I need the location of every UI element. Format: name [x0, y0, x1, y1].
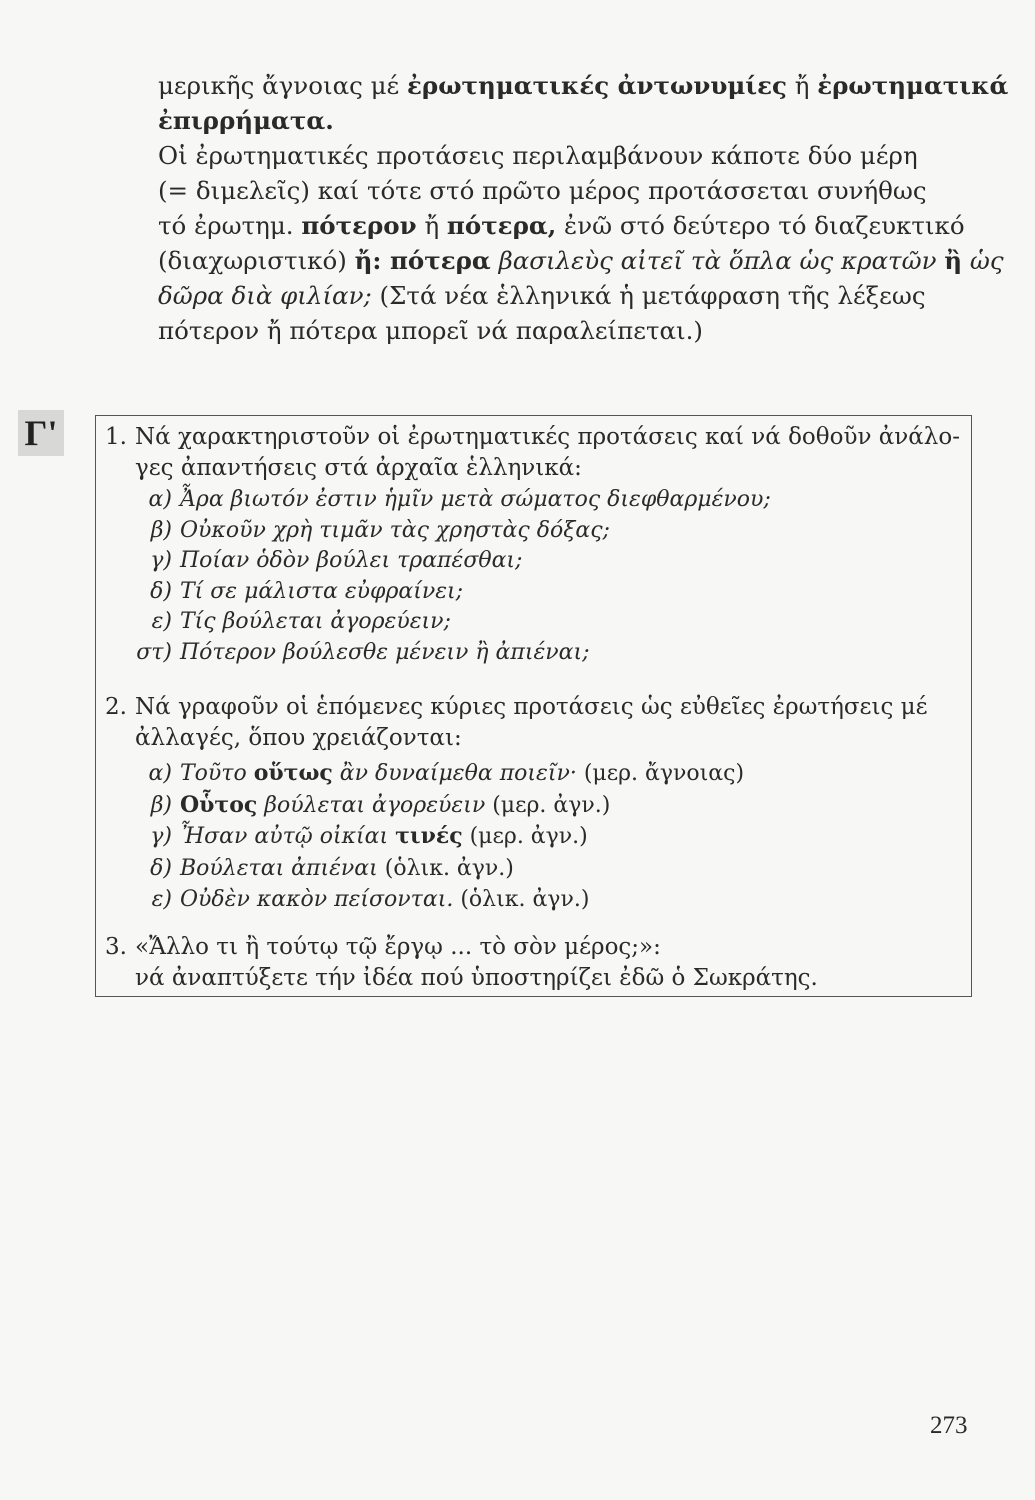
exercise-3-number: 3. [105, 934, 127, 960]
list-item: δ) Τί σε μάλιστα εὐφραίνει; [150, 578, 464, 604]
exercise-2 [105, 692, 928, 754]
intro-p2-line5: δῶρα διὰ φιλίαν; (Στά νέα ἑλληνικά ἡ μετάφραση τῆς λέξεως [158, 281, 926, 310]
exercise-1 [105, 422, 960, 484]
list-item: ε) Τίς βούλεται ἀγορεύειν; [151, 609, 451, 634]
section-marker: Γ' [18, 410, 64, 456]
intro-p2-line1: Οἱ ἐρωτηματικές προτάσεις περιλαμβάνουν κάποτε δύο μέρη [158, 141, 918, 170]
exercise-3-line2: νά ἀναπτύξετε τήν ἰδέα πού ὑποστηρίζει ἐδῶ ὁ Σωκράτης. [135, 965, 818, 991]
list-item: β) Οὗτος βούλεται ἀγορεύειν (μερ. ἀγν.) [150, 791, 611, 818]
list-item: α) Τοῦτο οὕτως ἂν δυναίμεθα ποιεῖν· (μερ. ἄγνοιας) [148, 760, 745, 786]
exercise-2-line2: ἀλλαγές, ὅπου χρειάζονται: [135, 725, 462, 751]
intro-paragraph-1 [158, 68, 1009, 138]
exercise-1-line1: Νά χαρακτηριστοῦν οἱ ἐρωτηματικές προτάσεις καί νά δοθοῦν ἀνάλο- [135, 424, 960, 450]
exercise-1-line2: γες ἀπαντήσεις στά ἀρχαῖα ἑλληνικά: [135, 455, 582, 481]
intro-p2-line4: (διαχωριστικό) ἤ: πότερα βασιλεὺς αἰτεῖ τὰ ὅπλα ὡς κρατῶν ἢ ὡς [158, 246, 1004, 275]
intro-p2-line2: (= διμελεῖς) καί τότε στό πρῶτο μέρος προτάσσεται συνήθως [158, 176, 927, 205]
list-item: δ) Βούλεται ἀπιέναι (ὁλικ. ἀγν.) [150, 855, 514, 881]
exercise-3-line1: «Ἄλλο τι ἢ τούτῳ τῷ ἔργῳ ... τὸ σὸν μέρος;»: [135, 934, 661, 960]
intro-p1-line1: μερικῆς ἄγνοιας μέ ἐρωτηματικές ἀντωνυμίες ἤ ἐρωτηματικά [158, 71, 1009, 100]
exercise-1-items [125, 485, 771, 668]
intro-text [158, 68, 1009, 348]
intro-p2-line6: πότερον ἤ πότερα μπορεῖ νά παραλείπεται.) [158, 316, 703, 345]
list-item: γ) Ποίαν ὁδὸν βούλει τραπέσθαι; [150, 548, 523, 573]
term-interrogative-pronouns: ἐρωτηματικές ἀντωνυμίες [407, 71, 787, 100]
list-item: γ) Ἦσαν αὐτῷ οἰκίαι τινές (μερ. ἀγν.) [150, 823, 588, 849]
exercise-2-items [125, 758, 744, 916]
page-number: 273 [930, 1412, 968, 1439]
exercise-2-line1: Νά γραφοῦν οἱ ἑπόμενες κύριες προτάσεις ὡς εὐθεῖες ἐρωτήσεις μέ [135, 694, 928, 720]
term-interrogative-adverbs: ἐρωτηματικά [817, 71, 1009, 100]
exercise-3 [105, 932, 818, 994]
list-item: στ) Πότερον βούλεσθε μένειν ἢ ἀπιέναι; [136, 639, 590, 665]
exercise-2-number: 2. [105, 694, 127, 720]
exercise-1-number: 1. [105, 424, 127, 450]
intro-paragraph-2 [158, 138, 1004, 348]
list-item: β) Οὐκοῦν χρὴ τιμᾶν τὰς χρηστὰς δόξας; [150, 517, 610, 543]
list-item: ε) Οὐδὲν κακὸν πείσονται. (ὁλικ. ἀγν.) [151, 887, 590, 912]
list-item: α) Ἆρα βιωτόν ἐστιν ἡμῖν μετὰ σώματος διεφθαρμένου; [148, 487, 771, 512]
intro-p1-line2: ἐπιρρήματα. [158, 106, 334, 135]
intro-p2-line3: τό ἐρωτημ. πότερον ἤ πότερα, ἐνῶ στό δεύτερο τό διαζευκτικό [158, 211, 965, 240]
